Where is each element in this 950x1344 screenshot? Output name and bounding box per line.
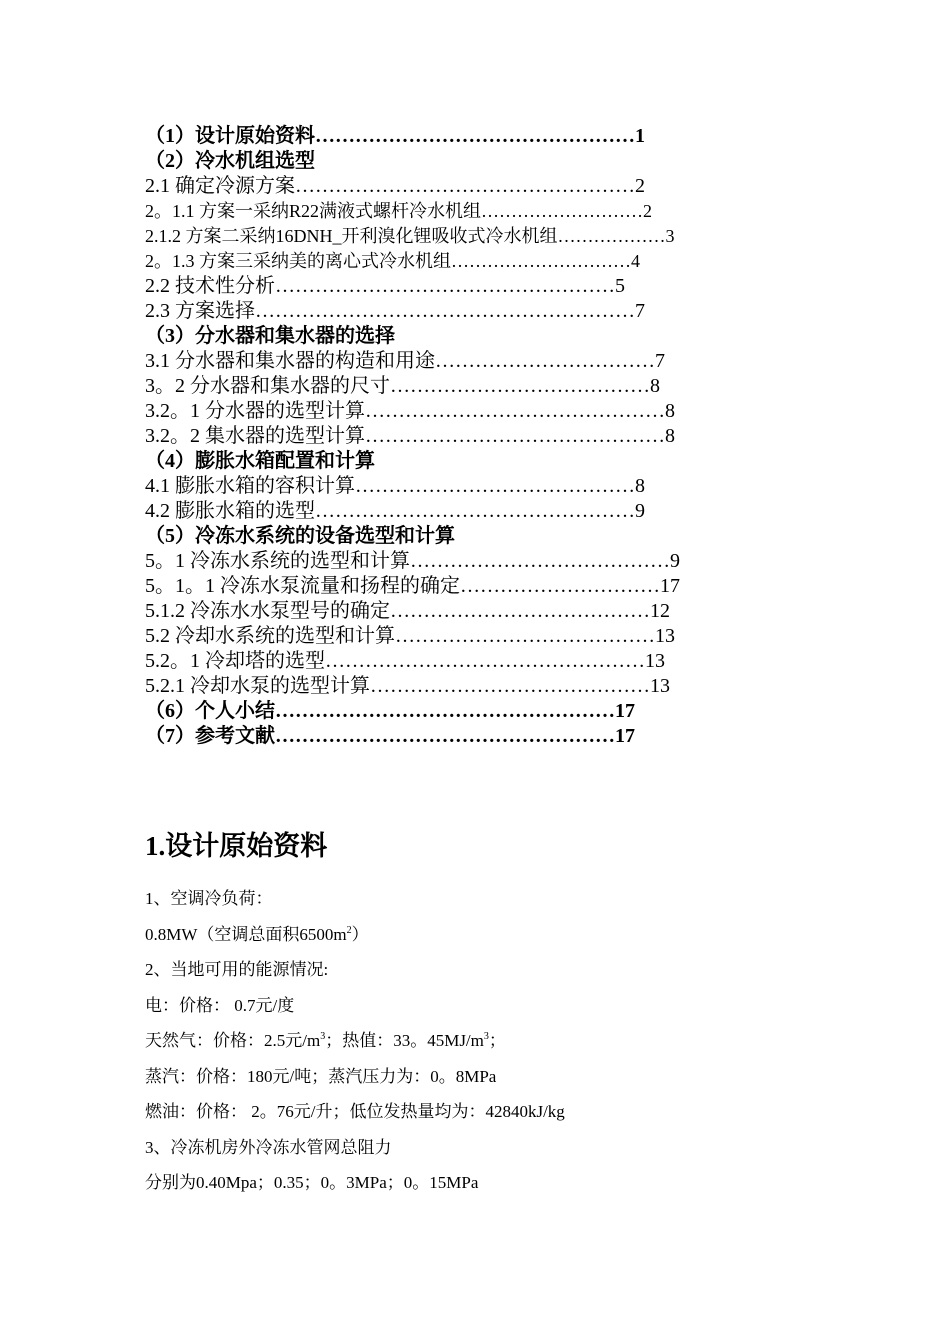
paragraph-text: ；: [488, 1031, 506, 1050]
toc-entry[interactable]: 3.1 分水器和集水器的构造和用途……………………………7: [145, 350, 665, 372]
toc-entry[interactable]: （2）冷水机组选型: [145, 150, 315, 172]
toc-entry[interactable]: 3.2。2 集水器的选型计算………………………………………8: [145, 425, 675, 447]
paragraph: 燃油：价格： 2。76元/升；低位发热量均为：42840kJ/kg: [145, 1102, 565, 1121]
superscript: 3: [483, 1031, 489, 1042]
toc-entry[interactable]: 2。1.3 方案三采纳美的离心式冷水机组…………………………4: [145, 251, 640, 271]
paragraph: 2、当地可用的能源情况:: [145, 960, 329, 979]
toc-entry[interactable]: 5。1。1 冷冻水泵流量和扬程的确定…………………………17: [145, 575, 680, 597]
table-of-contents: [145, 124, 865, 749]
paragraph-text: ）: [351, 924, 369, 944]
toc-entry[interactable]: （5）冷冻水系统的设备选型和计算: [145, 525, 455, 547]
toc-entry[interactable]: 5.2.1 冷却水泵的选型计算……………………………………13: [145, 675, 670, 697]
toc-entry[interactable]: 5.2 冷却水系统的选型和计算…………………………………13: [145, 625, 675, 647]
toc-entry[interactable]: （3）分水器和集水器的选择: [145, 325, 395, 347]
toc-entry[interactable]: 5.1.2 冷冻水水泵型号的确定…………………………………12: [145, 600, 670, 622]
toc-entry[interactable]: 3。2 分水器和集水器的尺寸…………………………………8: [145, 375, 660, 397]
toc-entry[interactable]: 2.3 方案选择…………………………………………………7: [145, 300, 645, 322]
section-body: [145, 884, 865, 1204]
toc-entry[interactable]: 5.2。1 冷却塔的选型…………………………………………13: [145, 650, 665, 672]
paragraph-text: 天然气：价格：2.5元/m: [145, 1031, 321, 1050]
toc-entry[interactable]: （6）个人小结……………………………………………17: [145, 700, 635, 722]
toc-entry[interactable]: 2.1.2 方案二采纳16DNH_开利溴化锂吸收式冷水机组………………3: [145, 226, 675, 246]
superscript: 2: [346, 924, 352, 936]
toc-entry[interactable]: 4.2 膨胀水箱的选型…………………………………………9: [145, 500, 645, 522]
toc-entry[interactable]: （7）参考文献……………………………………………17: [145, 725, 635, 747]
toc-entry[interactable]: 2.2 技术性分析……………………………………………5: [145, 275, 625, 297]
paragraph-text: ；热值：33。45MJ/m: [325, 1031, 484, 1050]
section-heading: 1.设计原始资料: [145, 831, 328, 861]
paragraph-text: 0.8MW（空调总面积6500m: [145, 924, 347, 944]
paragraph: [145, 920, 865, 956]
toc-entry[interactable]: 4.1 膨胀水箱的容积计算……………………………………8: [145, 475, 645, 497]
superscript: 3: [320, 1031, 326, 1042]
paragraph: 蒸汽：价格：180元/吨；蒸汽压力为：0。8MPa: [145, 1066, 497, 1086]
toc-entry[interactable]: 2.1 确定冷源方案……………………………………………2: [145, 175, 645, 197]
toc-entry[interactable]: 2。1.1 方案一采纳R22满液式螺杆冷水机组………………………2: [145, 201, 653, 221]
paragraph: 1、空调冷负荷：: [145, 889, 273, 908]
toc-entry[interactable]: 3.2。1 分水器的选型计算………………………………………8: [145, 400, 675, 422]
toc-entry[interactable]: （1）设计原始资料…………………………………………1: [145, 125, 645, 147]
paragraph: 3、冷冻机房外冷冻水管网总阻力: [145, 1137, 392, 1157]
toc-entry[interactable]: （4）膨胀水箱配置和计算: [145, 450, 375, 472]
toc-entry[interactable]: 5。1 冷冻水系统的选型和计算…………………………………9: [145, 550, 680, 572]
paragraph: 分别为0.40Mpa；0.35；0。3MPa；0。15MPa: [145, 1173, 479, 1192]
paragraph: 电：价格： 0.7元/度: [145, 995, 295, 1015]
paragraph: [145, 1026, 865, 1062]
